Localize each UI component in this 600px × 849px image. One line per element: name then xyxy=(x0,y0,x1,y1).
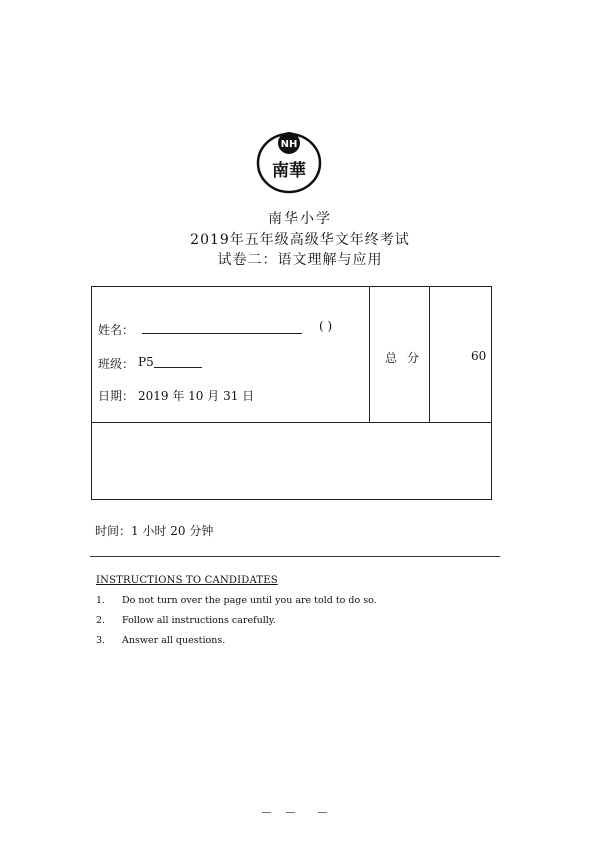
class-label: 班级： xyxy=(98,357,135,371)
logo-name: 南華 xyxy=(272,161,306,181)
school-crest-icon xyxy=(255,127,323,195)
school-logo xyxy=(255,127,323,195)
school-name: 南华小学 xyxy=(268,211,332,227)
list-item-text: Answer all questions. xyxy=(122,635,226,646)
total-score-label: 总分 xyxy=(385,351,430,365)
duration-value: 1 小时 20 分钟 xyxy=(131,524,214,538)
list-item-number: 1. xyxy=(96,595,106,606)
student-info-table xyxy=(91,286,492,500)
date-label: 日期： xyxy=(98,389,135,403)
table-divider-vertical-1 xyxy=(369,287,370,422)
class-value: P5 xyxy=(138,355,154,369)
section-divider xyxy=(90,556,500,557)
date-value: 2019 年 10 月 31 日 xyxy=(138,389,255,403)
name-label: 姓名： xyxy=(98,323,135,337)
instructions-heading: INSTRUCTIONS TO CANDIDATES xyxy=(96,575,278,586)
paper-title: 试卷二：语文理解与应用 xyxy=(217,252,383,268)
footer-mark xyxy=(318,812,327,813)
list-item-text: Do not turn over the page until you are told to do so. xyxy=(122,595,377,606)
table-divider-horizontal xyxy=(92,422,491,423)
total-score-value: 60 xyxy=(471,349,487,363)
index-number-field[interactable]: ( ) xyxy=(319,319,333,333)
logo-monogram: NH xyxy=(280,139,298,150)
duration-row xyxy=(95,522,213,539)
footer-mark xyxy=(262,812,271,813)
table-divider-vertical-2 xyxy=(429,287,430,422)
list-item-text: Follow all instructions carefully. xyxy=(122,615,276,626)
list-item-number: 3. xyxy=(96,635,106,646)
class-field[interactable] xyxy=(154,367,202,368)
name-field[interactable] xyxy=(142,333,302,334)
duration-label: 时间： xyxy=(95,524,132,538)
list-item-number: 2. xyxy=(96,615,106,626)
exam-title: 2019年五年级高级华文年终考试 xyxy=(190,232,410,248)
footer-mark xyxy=(286,812,295,813)
